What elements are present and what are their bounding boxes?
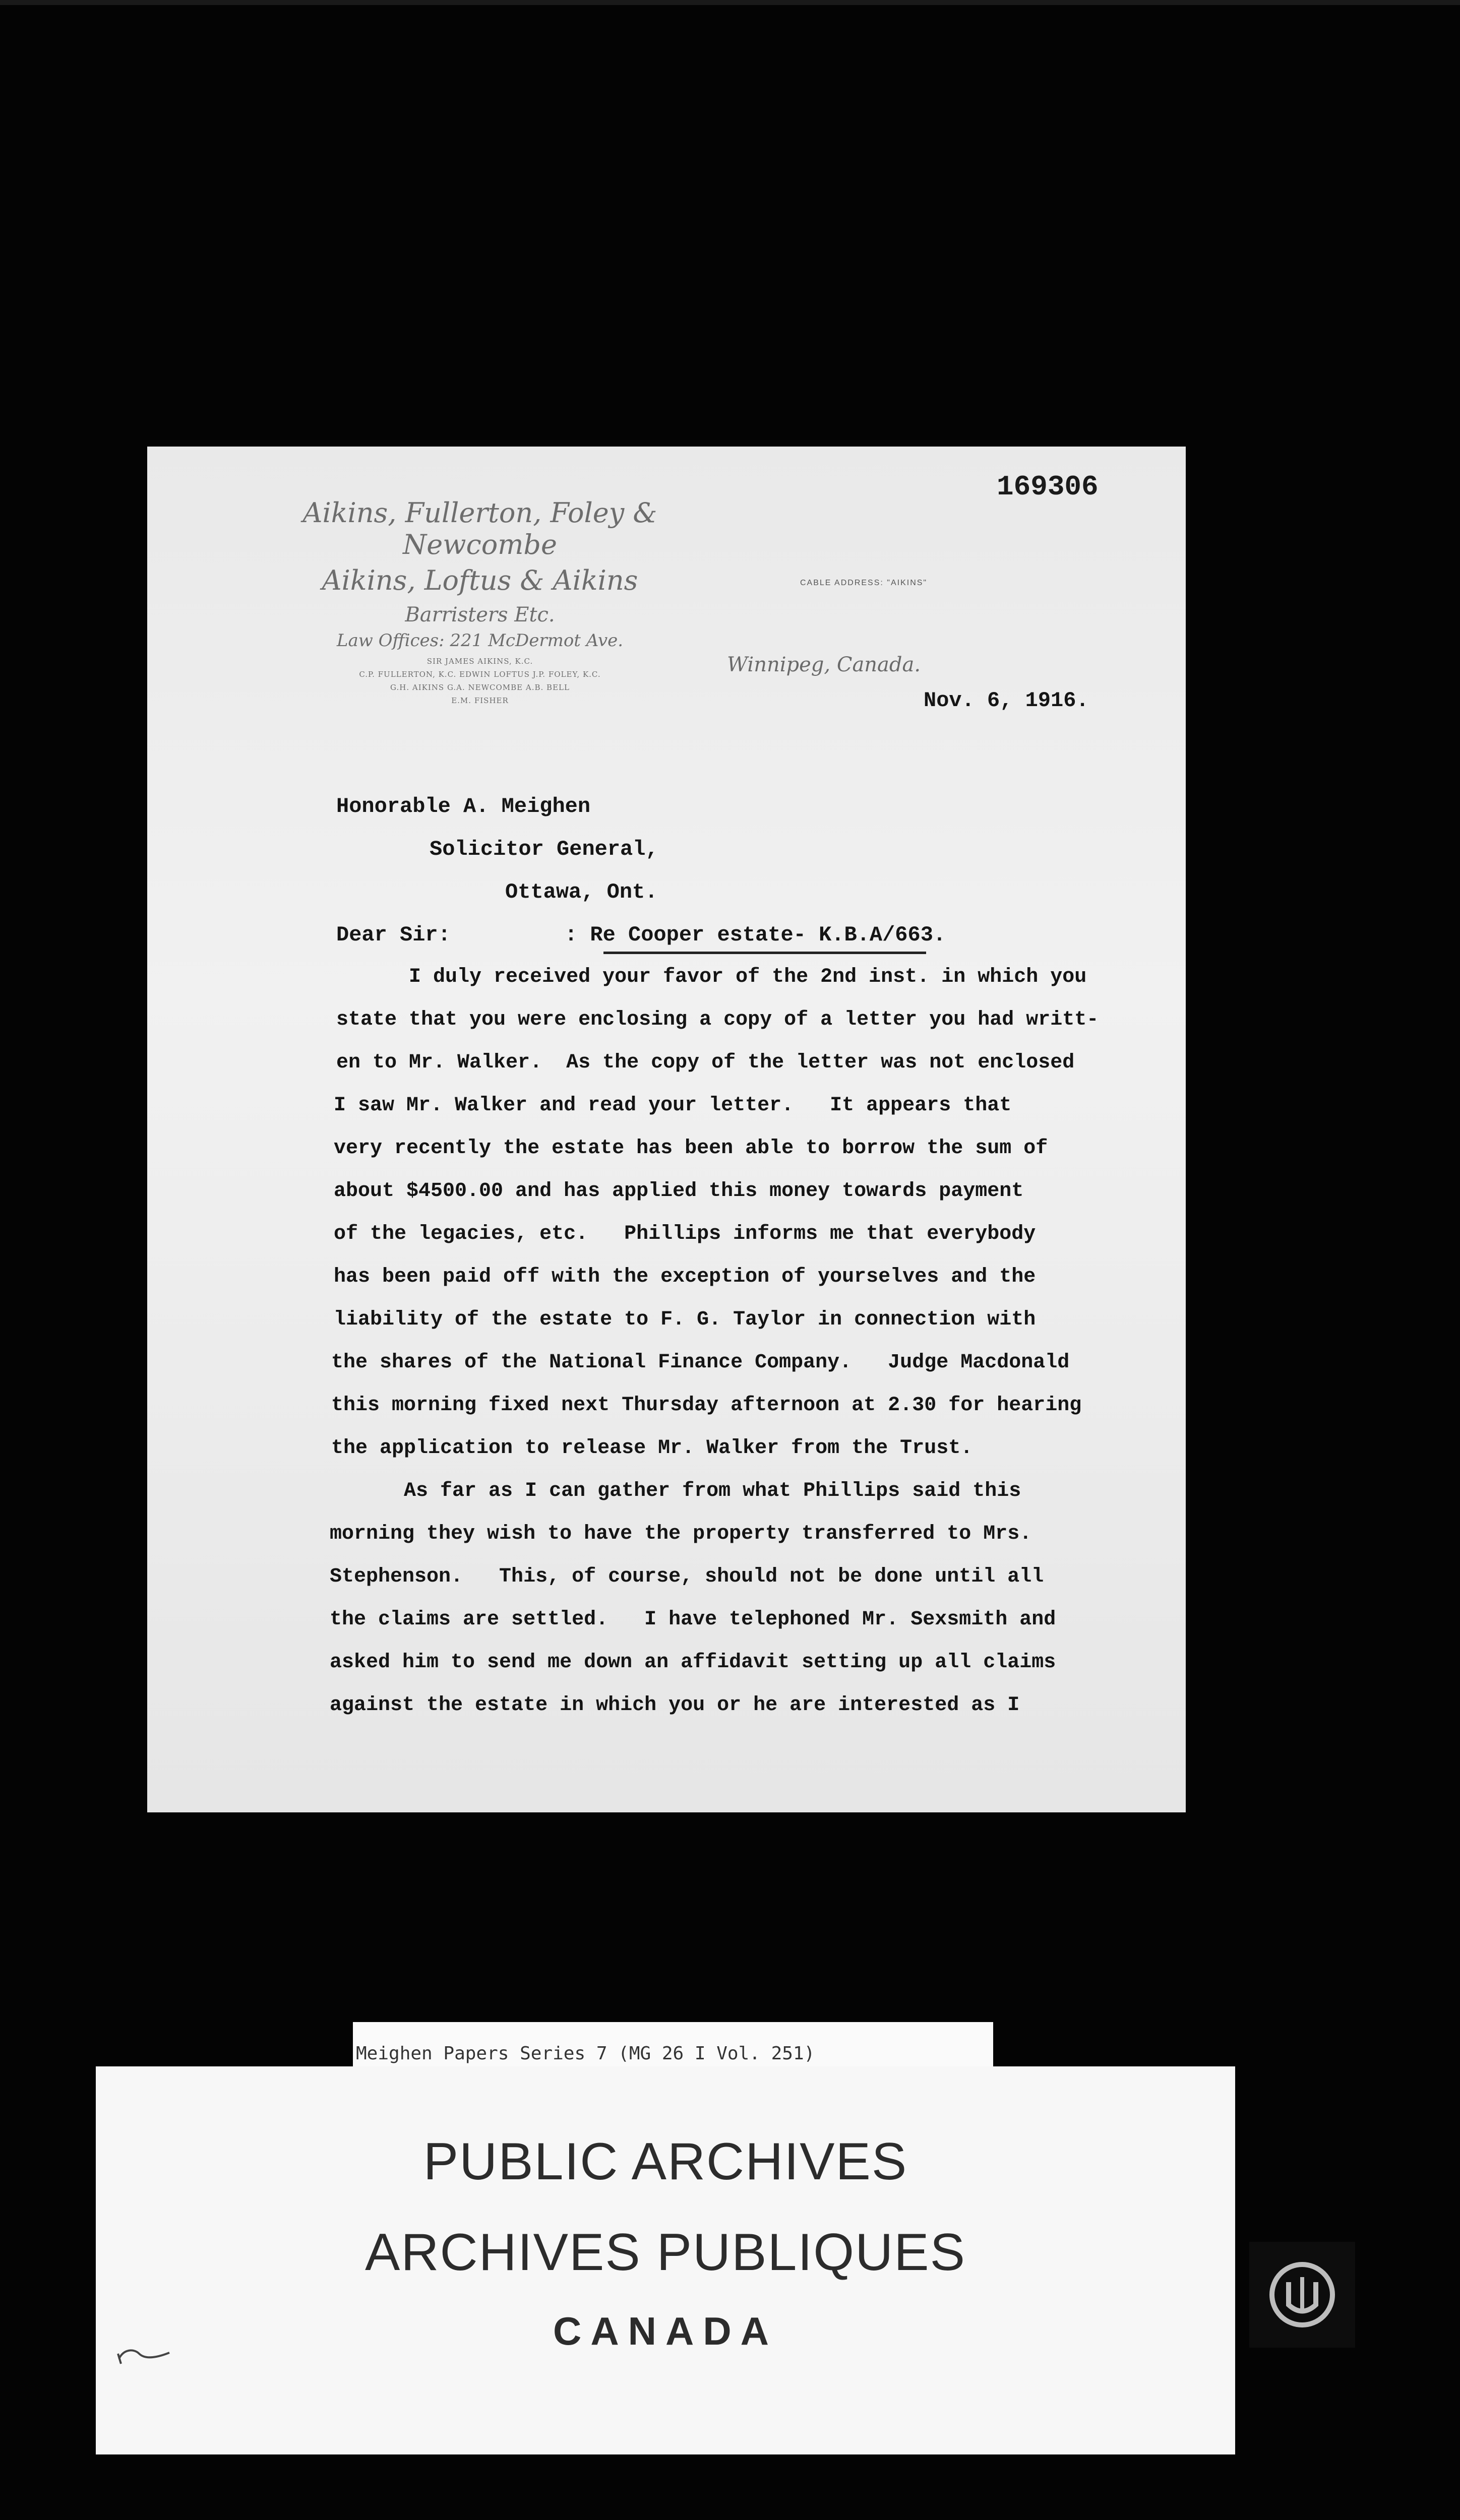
body-line: the shares of the National Finance Company. Judge Macdonald [331,1351,1070,1374]
body-line: about $4500.00 and has applied this money towards payment [334,1180,1024,1203]
archive-emblem-icon [1249,2242,1355,2348]
body-line: the application to release Mr. Walker from the Trust. [331,1437,973,1460]
letter-page [147,447,1186,1812]
archive-card [96,2066,1235,2454]
letterhead-partners-4: E.M. FISHER [451,696,509,705]
letterhead-office: Law Offices: 221 McDermot Ave. [336,631,624,651]
letterhead-firm-line2: Aikins, Loftus & Aikins [322,564,638,596]
archive-country: CANADA [553,2309,778,2353]
recipient-title: Solicitor General, [430,837,658,861]
body-line: Stephenson. This, of course, should not be done until all [330,1565,1044,1588]
letter-date: Nov. 6, 1916. [924,688,1089,713]
body-line: asked him to send me down an affidavit setting up all claims [330,1651,1056,1674]
recipient-location: Ottawa, Ont. [505,880,658,904]
letterhead-partners-2: C.P. FULLERTON, K.C. EDWIN LOFTUS J.P. FOLEY, K.C. [359,670,601,679]
body-line: I duly received your favor of the 2nd inst. in which you [336,966,1087,988]
body-line: state that you were enclosing a copy of a letter you had writt- [336,1009,1099,1031]
salutation: Dear Sir: [336,923,451,947]
letterhead-firm-line1: Aikins, Fullerton, Foley & Newcombe [302,497,657,560]
recipient-name: Honorable A. Meighen [336,794,591,818]
letterhead-partners-3: G.H. AIKINS G.A. NEWCOMBE A.B. BELL [390,683,570,692]
film-top-edge [0,0,1460,5]
letterhead-partners-1: SIR JAMES AIKINS, K.C. [427,657,533,666]
cable-address: CABLE ADDRESS: "AIKINS" [800,579,928,587]
letterhead-role: Barristers Etc. [405,603,555,626]
body-line: As far as I can gather from what Phillips said this [331,1480,1021,1502]
archive-reference-tag [353,2022,993,2070]
subject-line: : Re Cooper estate- K.B.A/663. [565,923,946,947]
body-line: liability of the estate to F. G. Taylor in connection with [334,1308,1036,1331]
archive-reference: Meighen Papers Series 7 (MG 26 I Vol. 251) [356,2043,815,2064]
city-line: Winnipeg, Canada. [727,653,921,676]
subject-underline [603,952,926,954]
body-line: this morning fixed next Thursday afternoon at 2.30 for hearing [331,1394,1082,1417]
pen-mark-icon [114,2339,174,2369]
archive-title-fr: ARCHIVES PUBLIQUES [365,2223,966,2282]
body-line: I saw Mr. Walker and read your letter. It appears that [334,1094,1012,1117]
body-line: has been paid off with the exception of yourselves and the [334,1266,1036,1288]
archive-logo [1249,2242,1355,2348]
body-line: against the estate in which you or he are interested as I [330,1694,1020,1717]
body-line: morning they wish to have the property transferred to Mrs. [330,1523,1032,1545]
document-number: 169306 [997,471,1099,503]
body-line: en to Mr. Walker. As the copy of the letter was not enclosed [336,1051,1075,1074]
body-line: of the legacies, etc. Phillips informs me that everybody [334,1223,1036,1245]
letterhead [228,497,732,707]
body-line: the claims are settled. I have telephoned Mr. Sexsmith and [330,1608,1056,1631]
archive-title-en: PUBLIC ARCHIVES [423,2132,908,2191]
body-line: very recently the estate has been able to borrow the sum of [334,1137,1048,1160]
